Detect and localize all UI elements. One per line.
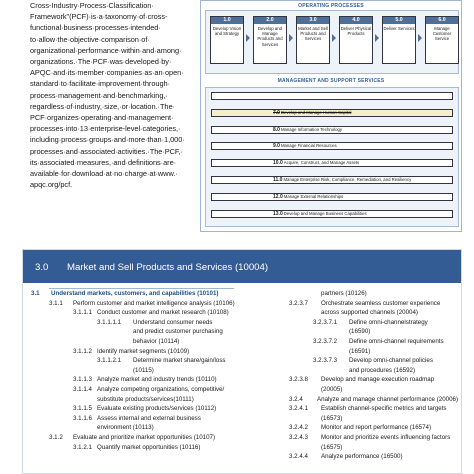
outline-text: Evaluate existing products/services (10112) bbox=[97, 405, 217, 413]
intro-line: processes·and·associated·activities.·The·PCF,· bbox=[30, 146, 183, 156]
outline-number: 3.2.4.2 bbox=[289, 424, 308, 432]
management-process-1 bbox=[211, 109, 453, 117]
intro-paragraph bbox=[30, 0, 200, 190]
intro-line: including·process·groups·and·more·than·1,000· bbox=[30, 135, 185, 145]
outline-text: Monitor and report performance (16574) bbox=[321, 424, 432, 432]
pcf-diagram bbox=[200, 0, 462, 232]
operating-process-label: Develop and Manage Products and Services bbox=[257, 26, 283, 47]
management-process-number: 12.0 bbox=[273, 193, 283, 200]
outline-number: 3.2.4.4 bbox=[289, 453, 308, 461]
operating-process-label: Market and Sell Products and Services bbox=[298, 26, 328, 42]
outline-text: Analyze market and industry trends (10110) bbox=[97, 376, 217, 384]
flow-arrow-icon bbox=[375, 34, 379, 42]
management-process-2 bbox=[211, 126, 453, 134]
outline-text: across supported channels (20004) bbox=[321, 309, 418, 317]
outline-text: (16591) bbox=[349, 347, 371, 355]
outline-number: 3.2.4.1 bbox=[289, 405, 308, 413]
management-process-number: 10.0 bbox=[273, 160, 283, 167]
management-process-label: Develop and Manage Human Capital bbox=[280, 109, 352, 115]
operating-process-label: Develop Vision and Strategy bbox=[212, 26, 242, 37]
operating-process-number: 4.0 bbox=[340, 17, 372, 24]
outline-text: Conduct customer and market research (10108) bbox=[97, 309, 229, 317]
outline-text: Quantify market opportunities (10116) bbox=[97, 443, 201, 451]
management-process-6 bbox=[211, 193, 453, 201]
outline-number: 3.2.3.7.2 bbox=[313, 338, 338, 345]
outline-text: Understand consumer needs bbox=[133, 318, 213, 326]
outline-text: Understand markets, customers, and capabilities (10101) bbox=[51, 290, 219, 297]
management-process-number: 8.0 bbox=[273, 126, 280, 133]
outline-text: Identify market segments (10109) bbox=[97, 347, 190, 355]
intro-line: organizations.·The·PCF·was·developed·by· bbox=[30, 57, 172, 67]
outline-number: 3.1.2 bbox=[49, 434, 63, 441]
intro-line: regardless·of·industry,·size,·or·location.·The· bbox=[30, 101, 175, 111]
outline-text: Evaluate and prioritize market opportunities (10107) bbox=[73, 434, 216, 441]
outline-number: 3.1.1 bbox=[49, 299, 63, 307]
intro-line: Framework"(PCF)·is·a·taxonomy·of·cross- bbox=[30, 12, 168, 22]
operating-process-3 bbox=[296, 16, 330, 64]
outline-text: Develop and manage execution roadmap bbox=[321, 376, 435, 384]
outline-text: Define omni-channel requirements bbox=[349, 338, 444, 345]
outline-text: and procedures (16592) bbox=[349, 366, 416, 374]
section-title: Market and Sell Products and Services (10004) bbox=[67, 262, 269, 273]
management-process-number: 7.0 bbox=[273, 109, 280, 116]
flow-arrow-icon bbox=[289, 34, 293, 42]
operating-process-4 bbox=[339, 16, 373, 64]
operating-processes-title: OPERATING PROCESSES bbox=[298, 3, 364, 9]
operating-process-label: Manage Customer Service bbox=[432, 26, 452, 42]
outline-number: 3.1.1.1.1 bbox=[97, 318, 122, 326]
operating-process-number: 2.0 bbox=[254, 17, 286, 24]
outline-text: (16575) bbox=[321, 443, 343, 451]
outline-number: 3.1.1.6 bbox=[73, 414, 92, 422]
section-header bbox=[23, 250, 461, 283]
intro-line: available·for·download·at·no·charge·at·www.· bbox=[30, 169, 178, 179]
management-process-number: 9.0 bbox=[273, 143, 280, 150]
operating-process-number: 1.0 bbox=[211, 17, 243, 24]
outline-text: (10115) bbox=[133, 366, 154, 374]
management-process-number: 13.0 bbox=[273, 210, 283, 217]
operating-process-1 bbox=[210, 16, 244, 64]
outline-number: 3.2.3.7 bbox=[289, 299, 308, 307]
outline-number: 3.1.1.1 bbox=[73, 309, 92, 317]
outline-text: Develop omni-channel policies bbox=[349, 357, 433, 365]
management-process-number: 11.0 bbox=[273, 177, 283, 183]
management-process-label: Manage External Relationships bbox=[283, 193, 344, 199]
outline-number: 3.1.2.1 bbox=[73, 443, 92, 451]
outline-number: 3.2.4.3 bbox=[289, 434, 308, 441]
outline-number: 3.2.3.7.3 bbox=[313, 357, 338, 365]
operating-process-label: Deliver Services bbox=[383, 26, 415, 31]
management-process-4 bbox=[211, 159, 453, 167]
outline-text: Establish channel-specific metrics and targets bbox=[321, 405, 447, 413]
outline-text: substitute products/services(10111) bbox=[97, 395, 194, 403]
intro-line: to·allow·the·objective·comparison·of· bbox=[30, 34, 150, 44]
outline-number: 3.1.1.2 bbox=[73, 347, 92, 355]
operating-process-5 bbox=[382, 16, 416, 64]
operating-process-number: 5.0 bbox=[383, 17, 415, 24]
management-process-7 bbox=[211, 210, 453, 218]
outline-text: Orchestrate seamless customer experience bbox=[321, 299, 441, 307]
outline-number: 3.1 bbox=[31, 290, 40, 297]
intro-line: its·associated·measures,·and·definitions·are· bbox=[30, 157, 177, 167]
operating-process-number: 6.0 bbox=[426, 17, 458, 24]
outline-text: Perform customer and market intelligence analysis (10106) bbox=[73, 299, 235, 307]
intro-line: processes·into·13·enterprise-level·categories,· bbox=[30, 124, 181, 134]
management-process-label: Manage Information Technology bbox=[280, 126, 343, 132]
management-support-title: MANAGEMENT AND SUPPORT SERVICES bbox=[277, 78, 385, 84]
section-number: 3.0 bbox=[35, 262, 49, 273]
management-process-label: Develop and Manage Business Capabilities bbox=[283, 210, 367, 216]
outline-text: partners (10126) bbox=[321, 290, 367, 297]
intro-line: Cross-Industry·Process·Classification· bbox=[30, 1, 154, 10]
operating-process-6 bbox=[425, 16, 459, 64]
intro-line: apqc.org/pcf. bbox=[30, 180, 73, 190]
management-process-5 bbox=[211, 176, 453, 184]
outline-text: (16590) bbox=[349, 328, 371, 336]
outline-text: (16573) bbox=[321, 414, 343, 422]
operating-process-2 bbox=[253, 16, 287, 64]
management-process-3 bbox=[211, 142, 453, 150]
outline-number: 3.1.1.3 bbox=[73, 376, 92, 384]
outline-text: Analyze and manage channel performance (20006) bbox=[317, 395, 459, 403]
management-process-label: Manage Enterprise Risk, Compliance, Remediation, and Resiliency bbox=[283, 177, 412, 182]
outline-text: and predict customer purchasing bbox=[133, 328, 223, 336]
management-process-label: Manage Financial Resources bbox=[280, 143, 337, 149]
outline-text: Monitor and prioritize events influencing factors bbox=[321, 434, 451, 441]
outline-number: 3.2.3.7.1 bbox=[313, 318, 338, 326]
flow-arrow-icon bbox=[246, 34, 250, 42]
outline-text: environment (10113) bbox=[97, 424, 154, 432]
intro-line: standard·to·facilitate·improvement·through· bbox=[30, 79, 170, 89]
outline-number: 3.1.1.5 bbox=[73, 405, 92, 413]
flow-arrow-icon bbox=[418, 34, 422, 42]
outline-text: Define omni-channelstrategy bbox=[349, 318, 428, 326]
intro-line: PCF·organizes·operating·and·management· bbox=[30, 113, 174, 123]
outline-text: Analyze performance (16500) bbox=[321, 453, 403, 461]
outline-text: behavior (10114) bbox=[133, 338, 180, 345]
operating-process-label: Deliver Physical Products bbox=[340, 26, 372, 37]
flow-arrow-icon bbox=[332, 34, 336, 42]
outline-number: 3.1.1.4 bbox=[73, 386, 92, 393]
category-section bbox=[22, 249, 462, 474]
intro-line: APQC·and·its·member·companies·as·an·open· bbox=[30, 68, 184, 78]
management-process-label: Acquire, Construct, and Manage Assets bbox=[283, 160, 360, 166]
outline-number: 3.1.1.2.1 bbox=[97, 357, 122, 365]
section-divider bbox=[49, 288, 234, 289]
outline-text: Assess internal and external business bbox=[97, 414, 201, 422]
intro-line: organizational·performance·within·and·among· bbox=[30, 45, 182, 55]
outline-text: Analyze competing organizations, competitive/ bbox=[97, 386, 225, 393]
outline-text: (20005) bbox=[321, 386, 343, 393]
management-process-0 bbox=[211, 92, 453, 100]
outline-number: 3.2.3.8 bbox=[289, 376, 308, 384]
outline-text: Determine market share/gain/loss bbox=[133, 357, 226, 365]
operating-process-number: 3.0 bbox=[297, 17, 329, 24]
intro-line: functional·business·processes·intended· bbox=[30, 23, 161, 33]
intro-line: process·management·and·benchmarking,· bbox=[30, 90, 168, 100]
outline-number: 3.2.4 bbox=[289, 395, 303, 403]
operating-processes-row bbox=[205, 10, 459, 74]
management-support-list bbox=[205, 87, 459, 227]
